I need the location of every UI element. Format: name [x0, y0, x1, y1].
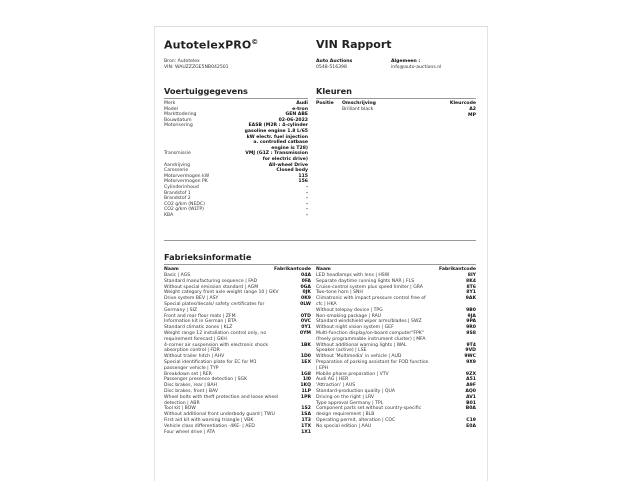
vehicle-value: -: [306, 184, 308, 190]
vehicle-value: e-tron: [292, 106, 308, 112]
factory-option-code: 0Y1: [301, 325, 311, 331]
section-divider: [164, 240, 476, 241]
factory-option-name: Two-tone horn | SNH: [316, 290, 363, 296]
vehicle-label: Motorisering: [164, 123, 193, 129]
colors-divider: [316, 98, 476, 99]
contact-phone: 0548-516398: [316, 65, 347, 70]
factory-option-code: 0LW: [300, 301, 311, 307]
factory-option-name: Wheel bolts with theft protection and loose wheel detection | ABR: [164, 394, 279, 406]
factory-option-code: 8IY: [467, 273, 476, 278]
factory-option-code: 1G8: [300, 371, 311, 377]
factory-option-name: Passenger presence detection | SGK: [164, 377, 248, 383]
factory-option-name: Basic | AGS: [164, 273, 191, 278]
factory-option-code: 1EX: [301, 359, 311, 365]
factory-option-code: 1BK: [300, 342, 311, 348]
vehicle-label: Aandrijving: [164, 162, 191, 168]
factory-option-code: 9PA: [466, 319, 476, 325]
vehicle-label: Brandstof 1: [164, 190, 191, 196]
factory-option-name: Weight range 12 installation control only, no requirement forecast | GKH: [164, 330, 267, 342]
factory-col-code: Fabrikantcode: [438, 267, 476, 272]
report-title: VIN Rapport: [316, 38, 392, 51]
factory-option-code: 1T3: [301, 417, 311, 423]
factory-option-name: Mobile phone preparation | VTV: [316, 371, 389, 377]
factory-table-right: [316, 267, 476, 430]
factory-option-name: Vehicle class differentiation -4KE- | AED: [164, 423, 255, 429]
vehicle-value: -: [306, 190, 308, 196]
factory-option-code: 0VC: [300, 319, 311, 325]
factory-option-code: 0FA: [301, 278, 311, 284]
factory-option-name: 4-corner air suspension with electronic shock absorption control | FDR: [164, 342, 268, 354]
factory-option-code: 9R0: [466, 325, 476, 331]
vehicle-value: -: [306, 207, 308, 213]
color-code: MP: [468, 113, 476, 118]
vehicle-label: Transmissie: [164, 151, 191, 157]
factory-option-code: 9T4: [466, 342, 476, 348]
vehicle-table: [164, 101, 308, 218]
factory-option-name: No special edition | AAU: [316, 423, 372, 429]
factory-option-name: Standard windshield wiper arms/blades | SWZ: [316, 319, 422, 325]
factory-option-name: Without trailer hitch | AHV: [164, 354, 225, 360]
factory-option-code: 8K4: [466, 278, 476, 284]
factory-option-name: Preparation of parking assistant for FOD function | EPH: [316, 359, 429, 371]
factory-option-name: Driving on the right | LRV: [316, 394, 375, 400]
factory-option-code: 9JA: [467, 313, 476, 319]
factory-option-name: Cruise-control system plus speed limiter | GRA: [316, 284, 423, 290]
vehicle-row: [164, 151, 308, 162]
general-label: Algemeen :: [391, 59, 421, 64]
factory-option-code: AV1: [466, 394, 476, 400]
factory-option-name: Four wheel drive | ATA: [164, 429, 216, 435]
vehicle-label: Bouwdatum: [164, 117, 192, 123]
factory-row: [164, 302, 311, 314]
factory-option-code: 1D0: [300, 354, 311, 360]
factory-option-name: Information kit in German | BTA: [164, 319, 237, 325]
factory-option-name: Operating permit, alteration | COC: [316, 417, 396, 423]
factory-row: [316, 406, 476, 418]
vehicle-value: VMJ (G1Z : Transmission for electric drive): [245, 151, 308, 162]
factory-option-name: Disc brakes, rear | BAH: [164, 383, 217, 389]
factory-option-name: First aid kit with warning triangle | VBK: [164, 417, 254, 423]
factory-option-name: Without telepay device | TPG: [316, 307, 383, 313]
factory-option-code: 9AK: [465, 296, 476, 302]
vehicle-value: -: [306, 201, 308, 207]
factory-option-name: Standard climatic zones | KLZ: [164, 325, 233, 331]
vehicle-label: Cylinderinhoud: [164, 184, 199, 190]
factory-option-name: Without night vision system | GEF: [316, 325, 394, 331]
factory-option-name: Standard manufacturing sequence | FAD: [164, 278, 258, 284]
factory-row: [164, 395, 311, 407]
factory-option-name: Without additional front underbody guard | TWU: [164, 412, 275, 418]
colors-heading: Kleuren: [316, 86, 352, 96]
factory-option-code: 0GA: [300, 284, 311, 290]
general-info: [391, 59, 441, 71]
vehicle-value: -: [306, 196, 308, 202]
factory-option-name: Without special emission standard | AGM: [164, 284, 259, 290]
vehicle-value: Closed body: [276, 168, 308, 174]
factory-option-name: Weight category front axle weight range 10 | GKV: [164, 290, 279, 296]
factory-table-left: [164, 267, 311, 435]
factory-option-name: Component parts set without country-specific design requirement | BLB: [316, 406, 422, 418]
factory-option-name: LED headlamps with lens | HSW: [316, 273, 390, 278]
factory-option-name: Type approval Germany | TPL: [316, 400, 384, 406]
source-info: [164, 59, 229, 71]
factory-option-code: 8Y1: [466, 290, 476, 296]
factory-option-name: Audi AG | HER: [316, 377, 349, 383]
contact-name: Auto Auctions: [316, 59, 353, 64]
colors-col-code: Kleurcode: [449, 101, 476, 106]
brand-title: AutotelexPRO©: [164, 38, 259, 52]
vehicle-value: 115: [298, 173, 308, 179]
vehicle-heading: Voertuiggegevens: [164, 86, 248, 96]
vehicle-value: 02-06-2022: [278, 117, 308, 123]
copyright-mark: ©: [251, 38, 259, 46]
vehicle-label: KBA: [164, 212, 174, 218]
vehicle-label: Brandstof 2: [164, 196, 191, 202]
vehicle-label: CO2 g/km (WLTP): [164, 207, 204, 213]
factory-option-code: 9ZX: [465, 371, 476, 377]
vehicle-label: Model: [164, 106, 178, 112]
factory-option-code: 1I0: [302, 377, 311, 383]
vehicle-label: Motorvermogen PK: [164, 179, 208, 185]
color-code: A2: [469, 107, 476, 112]
factory-option-code: 9B0: [466, 307, 476, 313]
colors-col-description: Omschrijving: [342, 101, 376, 106]
vin-line: VIN: WAUZZZGE5NB042501: [164, 65, 229, 70]
factory-option-name: Separate daytime running lights NAR | FLS: [316, 278, 415, 284]
factory-option-name: Breakdown set | RER: [164, 371, 212, 377]
vehicle-value: -: [306, 212, 308, 218]
vehicle-value: GEN ABE: [285, 112, 308, 118]
factory-option-code: 1KQ: [300, 383, 311, 389]
general-email[interactable]: info@auto-auctions.nl: [391, 65, 442, 70]
factory-option-code: 8T6: [466, 284, 476, 290]
factory-option-code: 1TX: [301, 423, 311, 429]
factory-row: [316, 360, 476, 372]
vehicle-row: [164, 213, 308, 219]
color-description: Brilliant black: [342, 107, 374, 112]
factory-option-code: 0JK: [302, 290, 311, 296]
factory-option-name: Front and rear floor mats | ZFM: [164, 313, 236, 319]
factory-option-code: 0K9: [301, 296, 311, 302]
contact-info: [316, 59, 352, 71]
factory-row: [316, 296, 476, 308]
factory-option-code: 04A: [301, 273, 311, 278]
factory-option-code: 1S2: [301, 406, 311, 412]
factory-option-name: Standard-production quality | QUA: [316, 388, 395, 394]
factory-option-name: Without additional warning lights | WAL: [316, 342, 407, 348]
factory-option-code: B01: [466, 400, 476, 406]
factory-option-code: 1PR: [300, 394, 311, 400]
factory-col-code: Fabrikantcode: [273, 267, 311, 272]
factory-option-name: Climatronic with impact pressure control free of cfc | HKA: [316, 296, 426, 307]
factory-option-code: A9F: [466, 383, 476, 389]
vehicle-value: Audi: [296, 101, 308, 106]
factory-option-code: 9S8: [466, 330, 476, 336]
factory-option-code: E0A: [466, 423, 476, 429]
factory-option-code: 9X9: [466, 359, 476, 365]
factory-divider: [164, 264, 476, 265]
factory-option-name: Non-smoking package | RAU: [316, 313, 382, 319]
vehicle-label: CO2 g/km (NEDC): [164, 201, 205, 207]
vehicle-label: Motorvermogen kW: [164, 173, 210, 179]
factory-col-name: Naam: [316, 267, 331, 272]
factory-option-name: 'Attraction' | AUS: [316, 383, 356, 389]
factory-option-name: Tool kit | BOW: [164, 406, 196, 412]
factory-row: [164, 331, 311, 343]
factory-option-code: A51: [466, 377, 476, 383]
vehicle-value: All-wheel Drive: [268, 162, 308, 168]
vehicle-label: Merk: [164, 101, 176, 106]
factory-option-code: AQ0: [465, 388, 476, 394]
factory-option-code: 0TD: [300, 313, 311, 319]
factory-row: [316, 331, 476, 343]
factory-option-name: Special identification plate for EC for M1 passenger vehicle | TYP: [164, 359, 257, 371]
vehicle-label: Markttodering: [164, 112, 197, 118]
factory-option-name: Multi-function display/on-board computer"FPK" (freely programmable instrument cluster) | MFA: [316, 330, 426, 342]
factory-option-name: Disc brakes, front | BAV: [164, 388, 218, 394]
vehicle-value: EASB (M2R : 4-cylinder gasoline engine 1.8 L/65 kW electr. fuel injection a. controlled catbase engine is T28): [244, 123, 308, 151]
factory-option-code: 1X1: [301, 429, 311, 435]
vehicle-row: [164, 123, 308, 151]
factory-row: [316, 424, 476, 430]
factory-option-name: Speaker (active) | LSE: [316, 348, 367, 354]
vehicle-divider: [164, 98, 308, 99]
factory-row: [164, 430, 311, 436]
factory-option-code: 9VD: [465, 348, 476, 354]
colors-col-position: Positie: [316, 101, 334, 106]
factory-row: [164, 360, 311, 372]
source-line: Bron: Autotelex: [164, 59, 200, 64]
factory-option-code: 1LP: [301, 388, 311, 394]
factory-option-code: 1SA: [300, 412, 311, 418]
vehicle-label: Carosserie: [164, 168, 189, 174]
factory-option-code: 0YM: [299, 330, 311, 336]
factory-heading: Fabrieksinformatie: [164, 252, 252, 262]
factory-option-code: 9WC: [464, 354, 476, 360]
factory-option-code: C19: [466, 417, 476, 423]
factory-option-name: Without 'Multimedia' in vehicle | AUD: [316, 354, 402, 360]
factory-option-name: Drive system BEV | ASY: [164, 296, 219, 302]
vehicle-value: 156: [298, 179, 308, 185]
factory-option-code: B0A: [465, 406, 476, 412]
factory-option-name: Special plates/decals/ safety certificates for Germany | SIZ: [164, 301, 265, 313]
factory-row: [164, 343, 311, 355]
factory-col-name: Naam: [164, 267, 179, 272]
